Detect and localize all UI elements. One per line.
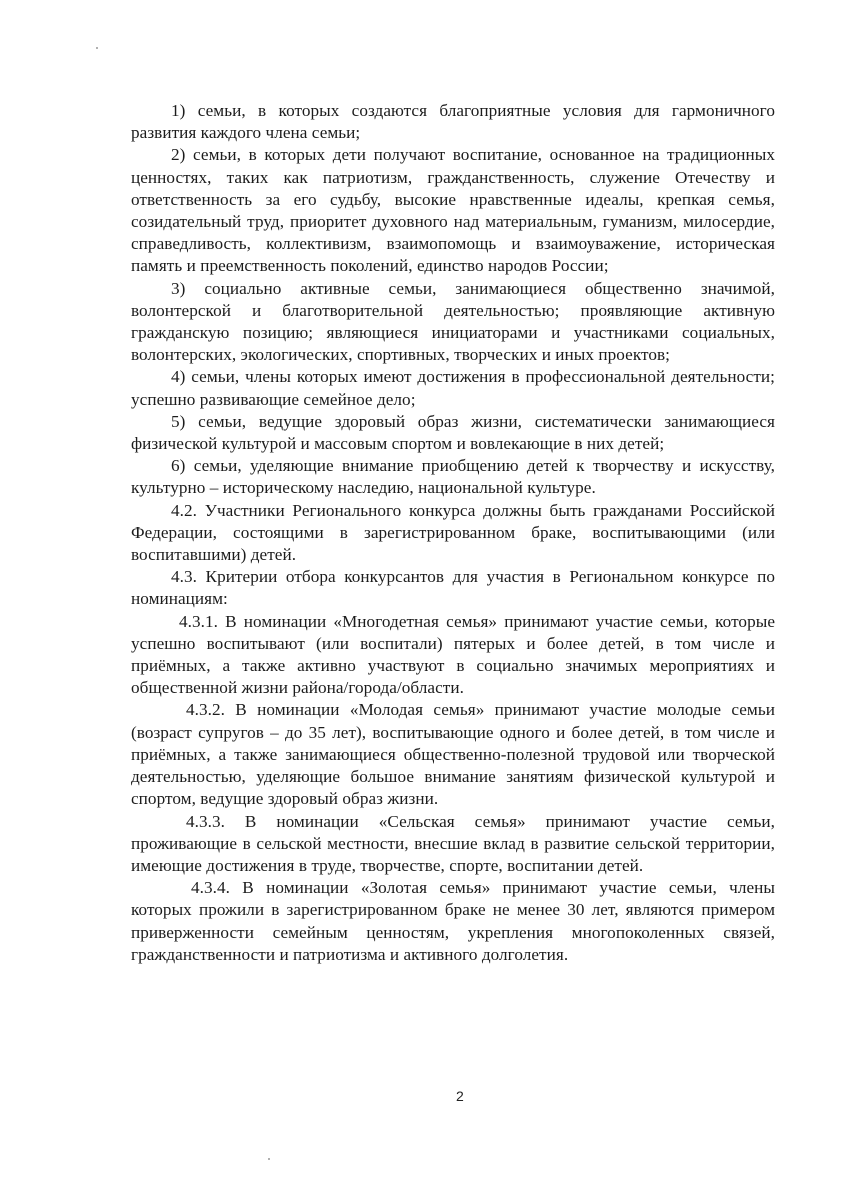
clause-4-3-3 <box>131 811 775 878</box>
clause-4-3 <box>131 566 775 610</box>
list-item-5 <box>131 411 775 455</box>
clause-4-3-4 <box>131 877 775 966</box>
list-item-1 <box>131 100 775 144</box>
list-item-6 <box>131 455 775 499</box>
paragraph-text: 4.2. Участники Регионального конкурса должны быть гражданами Российской Федерации, состоящими в зарегистрированном браке, воспитывающими (или воспитавшими) детей. <box>131 500 775 565</box>
paragraph-text: 4) семьи, члены которых имеют достижения в профессиональной деятельности; успешно развивающие семейное дело; <box>131 367 775 409</box>
document-page <box>131 100 775 966</box>
paragraph-text: 4.3. Критерии отбора конкурсантов для участия в Региональном конкурсе по номинациям: <box>131 567 775 609</box>
clause-4-2 <box>131 500 775 567</box>
clause-4-3-1 <box>131 611 775 700</box>
page-number: 2 <box>456 1088 464 1104</box>
paragraph-text: 6) семьи, уделяющие внимание приобщению детей к творчеству и искусству, культурно – историческому наследию, национальной культуре. <box>131 456 775 498</box>
scan-speck <box>96 47 98 49</box>
paragraph-text: 2) семьи, в которых дети получают воспитание, основанное на традиционных ценностях, таких как патриотизм, гражданственность, служение Отечеству и ответственность за его судьбу, высокие нравственные идеалы, крепкая семья, созидательный труд, приоритет духовного над материальным, гуманизм, милосердие, справедливость, коллективизм, взаимопомощь и взаимоуважение, историческая память и преемственность поколений, единство народов России; <box>131 145 775 276</box>
paragraph-text: 4.3.3. В номинации «Сельская семья» принимают участие семьи, проживающие в сельской местности, внесшие вклад в развитие сельской территории, имеющие достижения в труде, творчестве, спорте, воспитании детей. <box>131 811 775 875</box>
paragraph-text: 4.3.1. В номинации «Многодетная семья» принимают участие семьи, которые успешно воспитывают (или воспитали) пятерых и более детей, в том числе и приёмных, а также активно участвуют в социально значимых мероприятиях и общественной жизни района/города/области. <box>131 611 775 698</box>
list-item-2 <box>131 144 775 277</box>
scan-speck <box>268 1158 270 1160</box>
list-item-4 <box>131 366 775 410</box>
paragraph-text: 1) семьи, в которых создаются благоприятные условия для гармоничного развития каждого члена семьи; <box>131 101 775 143</box>
paragraph-text: 5) семьи, ведущие здоровый образ жизни, систематически занимающиеся физической культурой и массовым спортом и вовлекающие в них детей; <box>131 411 775 454</box>
list-item-3 <box>131 278 775 367</box>
clause-4-3-2 <box>131 699 775 810</box>
paragraph-text: 4.3.2. В номинации «Молодая семья» принимают участие молодые семьи (возраст супругов – до 35 лет), воспитывающие одного и более детей, в том числе и приёмных, а также занимающиеся общественно-полезной трудовой или творческой деятельностью, уделяющие большое внимание занятиям физической культурой и спортом, ведущие здоровый образ жизни. <box>131 700 775 809</box>
paragraph-text: 4.3.4. В номинации «Золотая семья» принимают участие семьи, члены которых прожили в зарегистрированном браке не менее 30 лет, являются примером приверженности семейным ценностям, укрепления многопоколенных связей, гражданственности и патриотизма и активного долголетия. <box>131 878 775 964</box>
paragraph-text: 3) социально активные семьи, занимающиеся общественно значимой, волонтерской и благотворительной деятельностью; проявляющие активную гражданскую позицию; являющиеся инициаторами и участниками социальных, волонтерских, экологических, спортивных, творческих и иных проектов; <box>131 278 775 365</box>
